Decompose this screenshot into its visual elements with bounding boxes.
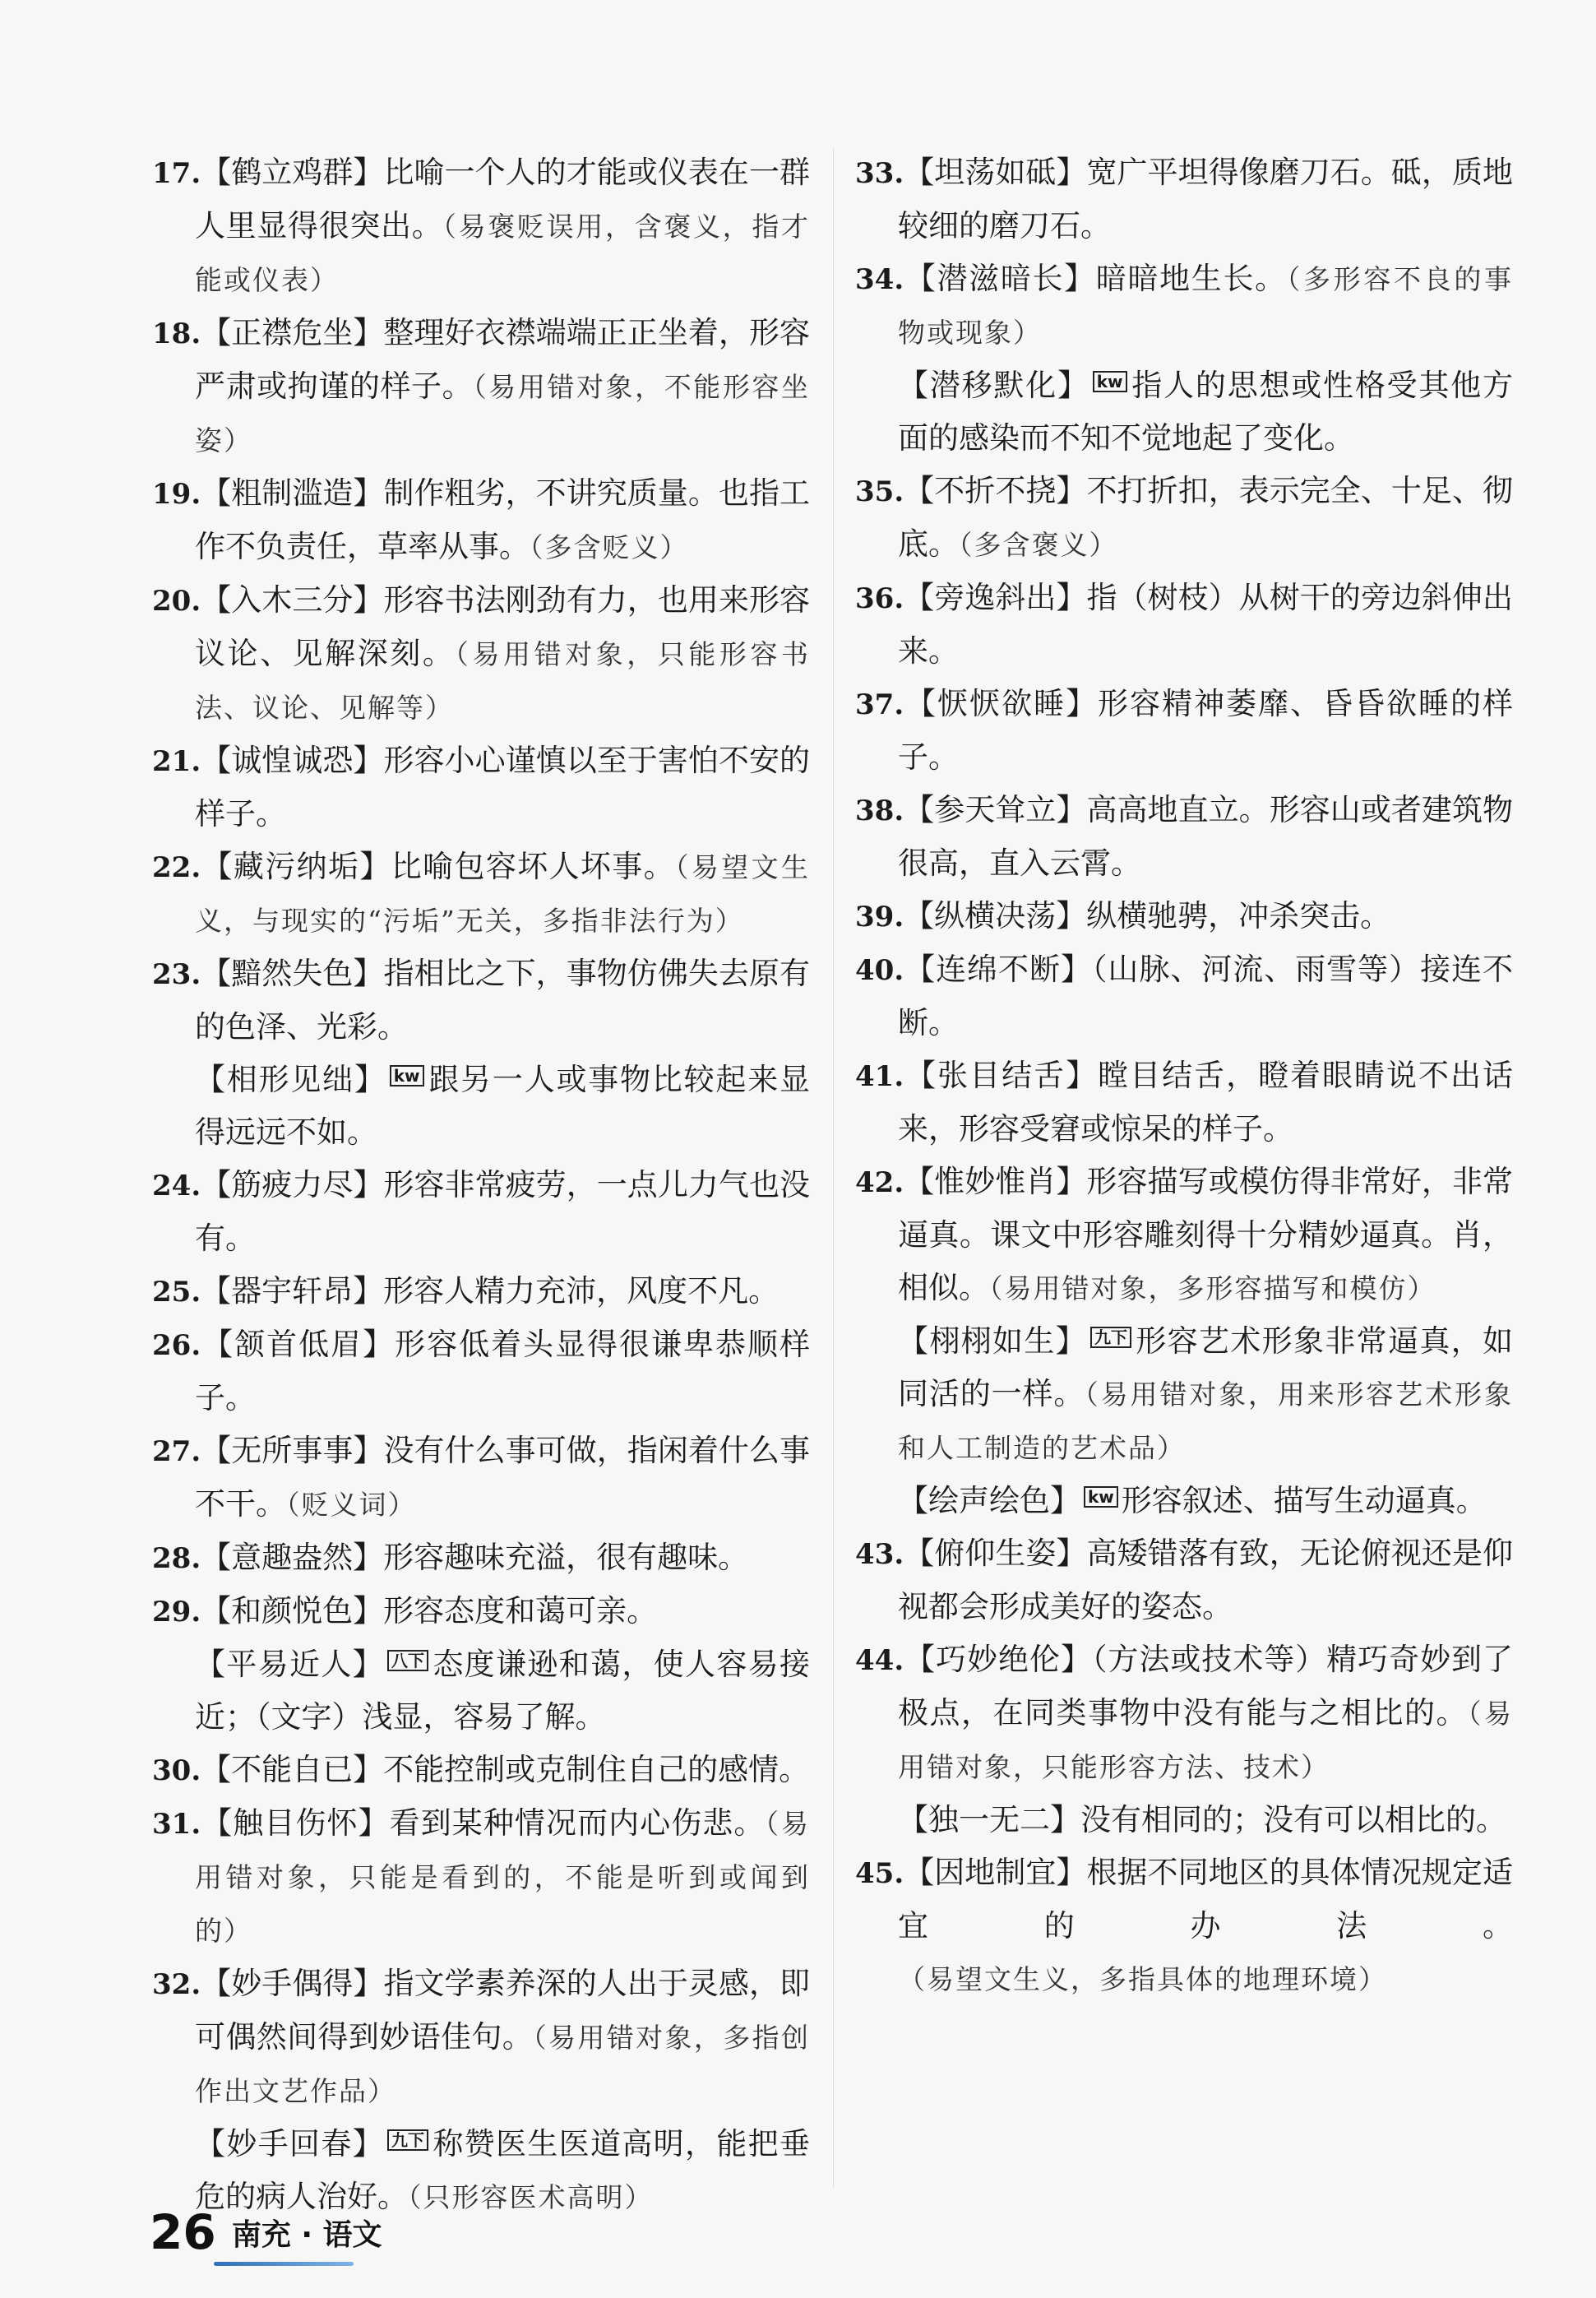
idiom-term: 【鹤立鸡群】 xyxy=(201,155,384,190)
idiom-entry xyxy=(152,467,811,574)
entry-number: 21. xyxy=(152,745,201,778)
entry-number: 35. xyxy=(855,475,904,508)
entry-number: 25. xyxy=(152,1276,201,1309)
idiom-definition: 宽广平坦得像磨刀石。砥，质地较细的磨刀石。 xyxy=(898,155,1514,243)
entry-number: 37. xyxy=(855,688,904,721)
usage-note: （易用错对象，不能形容坐姿） xyxy=(195,371,811,456)
idiom-entry xyxy=(855,890,1513,943)
idiom-term: 【诚惶诚恐】 xyxy=(201,743,384,778)
idiom-entry xyxy=(855,1633,1514,1794)
entry-number: 45. xyxy=(855,1857,904,1890)
idiom-definition: 没有相同的；没有可以相比的。 xyxy=(1080,1802,1506,1837)
usage-note: （贬义词） xyxy=(286,1489,417,1521)
idiom-term: 【连绵不断】 xyxy=(904,952,1092,987)
idiom-term: 【独一无二】 xyxy=(898,1802,1080,1837)
idiom-term: 【妙手回春】 xyxy=(195,2126,384,2161)
idiom-term: 【不能自已】 xyxy=(201,1752,384,1787)
right-column xyxy=(855,146,1513,2006)
idiom-definition: 比喻一个人的才能或仪表在一群人里显得很突出。 xyxy=(195,155,811,243)
idiom-definition: 比喻包容坏人坏事。 xyxy=(391,849,676,884)
entry-number: 32. xyxy=(152,1968,201,2001)
entry-number: 43. xyxy=(855,1538,904,1571)
idiom-entry xyxy=(855,943,1514,1049)
idiom-definition: 没有什么事可做，指闲着什么事不干。 xyxy=(195,1433,811,1522)
footer-accent-bar xyxy=(214,2262,354,2266)
idiom-entry xyxy=(152,574,811,734)
idiom-definition: 不打折扣，表示完全、十足、彻底。 xyxy=(898,473,1514,562)
usage-note: （易褒贬误用，含褒义，指才能或仪表） xyxy=(195,211,811,296)
idiom-term: 【纵横决荡】 xyxy=(904,898,1087,934)
idiom-entry xyxy=(855,1156,1514,1315)
idiom-term: 【颔首低眉】 xyxy=(201,1327,396,1362)
entry-number: 17. xyxy=(152,157,201,190)
idiom-entry xyxy=(855,465,1514,572)
idiom-entry xyxy=(855,253,1514,359)
entry-number: 39. xyxy=(855,901,904,934)
idiom-definition: 形容艺术形象非常逼真，如同活的一样。 xyxy=(898,1323,1513,1411)
idiom-entry xyxy=(152,1531,810,1585)
usage-note: （易望文生义，与现实的“污垢”无关，多指非法行为） xyxy=(195,851,811,937)
idiom-definition: 制作粗劣，不讲究质量。也指工作不负责任，草率从事。 xyxy=(195,475,811,564)
entry-number: 18. xyxy=(152,317,201,350)
idiom-definition: 整理好衣襟端端正正坐着，形容严肃或拘谨的样子。 xyxy=(195,315,811,404)
idiom-definition: （山脉、河流、雨雪等）接连不断。 xyxy=(898,952,1514,1040)
usage-note: （多含贬义） xyxy=(530,531,689,563)
idiom-entry xyxy=(152,146,811,307)
textbook-tag: 九下 xyxy=(387,2129,428,2151)
idiom-term: 【妙手偶得】 xyxy=(201,1966,384,2001)
idiom-term: 【潜滋暗长】 xyxy=(904,261,1096,296)
idiom-term: 【粗制滥造】 xyxy=(201,475,384,511)
usage-note: （多含褒义） xyxy=(959,529,1118,561)
idiom-definition: 称赞医生医道高明，能把垂危的病人治好。 xyxy=(195,2126,810,2214)
idiom-entry xyxy=(855,359,1513,465)
idiom-definition: 暗暗地生长。 xyxy=(1095,261,1287,296)
entry-number: 27. xyxy=(152,1435,201,1468)
idiom-term: 【不折不挠】 xyxy=(904,473,1087,508)
idiom-term: 【相形见绌】 xyxy=(195,1062,386,1097)
idiom-definition: 形容趣味充溢，很有趣味。 xyxy=(383,1540,749,1575)
usage-note: （只形容医术高明） xyxy=(408,2181,654,2213)
idiom-entry xyxy=(152,1638,810,1744)
entry-number: 44. xyxy=(855,1644,904,1677)
entry-number: 24. xyxy=(152,1170,201,1202)
textbook-tag: 九下 xyxy=(1090,1327,1131,1348)
idiom-term: 【入木三分】 xyxy=(201,582,384,618)
idiom-term: 【意趣盎然】 xyxy=(201,1540,384,1575)
entry-number: 40. xyxy=(855,954,904,987)
idiom-definition: 形容人精力充沛，风度不凡。 xyxy=(383,1273,779,1309)
idiom-entry xyxy=(855,1315,1513,1475)
idiom-definition: 指文学素养深的人出于灵感，即可偶然间得到妙语佳句。 xyxy=(195,1966,811,2055)
idiom-entry xyxy=(152,1585,810,1638)
idiom-term: 【筋疲力尽】 xyxy=(201,1167,384,1202)
entry-number: 22. xyxy=(152,851,201,884)
idiom-term: 【器宇轩昂】 xyxy=(201,1273,384,1309)
idiom-term: 【绘声绘色】 xyxy=(898,1483,1080,1518)
idiom-entry xyxy=(855,1475,1513,1527)
idiom-definition: 态度谦逊和蔼，使人容易接近；（文字）浅显，容易了解。 xyxy=(195,1647,810,1735)
textbook-tag: 八下 xyxy=(387,1650,428,1671)
idiom-definition: 看到某种情况而内心伤悲。 xyxy=(389,1805,766,1841)
usage-note: （易用错对象，多形容描写和模仿） xyxy=(989,1272,1436,1304)
entry-number: 23. xyxy=(152,958,201,991)
idiom-term: 【藏污纳垢】 xyxy=(201,849,391,884)
idiom-definition: 形容精神萎靡、昏昏欲睡的样子。 xyxy=(898,686,1514,775)
entry-number: 20. xyxy=(152,585,201,618)
idiom-term: 【潜移默化】 xyxy=(898,368,1089,403)
idiom-term: 【正襟危坐】 xyxy=(201,315,384,350)
usage-note: （易用错对象，只能形容方法、技术） xyxy=(898,1698,1513,1783)
entry-number: 41. xyxy=(855,1060,904,1093)
idiom-entry xyxy=(855,146,1514,253)
idiom-entry xyxy=(152,1797,811,1957)
idiom-term: 【无所事事】 xyxy=(201,1433,384,1468)
idiom-definition: 不能控制或克制住自己的感情。 xyxy=(383,1752,810,1787)
idiom-definition: 根据不同地区的具体情况规定适宜的办法。 xyxy=(898,1855,1514,1944)
idiom-definition: 指（树枝）从树干的旁边斜伸出来。 xyxy=(898,580,1514,669)
idiom-definition: 形容低着头显得很谦卑恭顺样子。 xyxy=(195,1327,811,1415)
idiom-entry xyxy=(152,1425,811,1531)
idiom-entry xyxy=(152,307,811,467)
entry-number: 30. xyxy=(152,1754,201,1787)
idiom-entry xyxy=(855,1794,1513,1846)
entry-number: 28. xyxy=(152,1542,201,1575)
idiom-term: 【坦荡如砥】 xyxy=(904,155,1087,190)
idiom-definition: 形容态度和蔼可亲。 xyxy=(383,1593,658,1629)
idiom-term: 【旁逸斜出】 xyxy=(904,580,1087,615)
idiom-definition: 跟另一人或事物比较起来显得远远不如。 xyxy=(195,1062,811,1150)
idiom-entry xyxy=(152,1159,811,1265)
idiom-definition: 形容叙述、描写生动逼真。 xyxy=(1121,1483,1487,1518)
entry-number: 36. xyxy=(855,582,904,615)
textbook-tag: kw xyxy=(1084,1486,1118,1508)
textbook-tag: kw xyxy=(1093,371,1127,392)
idiom-entry xyxy=(855,1049,1514,1156)
idiom-definition: 形容描写或模仿得非常好，非常逼真。课文中形容雕刻得十分精妙逼真。肖，相似。 xyxy=(898,1164,1514,1305)
idiom-term: 【恹恹欲睡】 xyxy=(904,686,1099,721)
idiom-term: 【巧妙绝伦】 xyxy=(904,1642,1092,1677)
entry-number: 38. xyxy=(855,795,904,827)
usage-note: （易望文生义，多指具体的地理环境） xyxy=(898,1963,1387,1995)
entry-number: 31. xyxy=(152,1808,201,1841)
idiom-entry xyxy=(855,1846,1514,2006)
idiom-entry xyxy=(152,947,811,1054)
idiom-definition: 瞠目结舌，瞪着眼睛说不出话来，形容受窘或惊呆的样子。 xyxy=(898,1058,1514,1147)
idiom-definition: （方法或技术等）精巧奇妙到了极点，在同类事物中没有能与之相比的。 xyxy=(898,1642,1514,1730)
idiom-term: 【俯仰生姿】 xyxy=(904,1536,1087,1571)
usage-note: （多形容不良的事物或现象） xyxy=(898,263,1514,349)
idiom-entry xyxy=(152,734,811,841)
idiom-definition: 形容书法刚劲有力，也用来形容议论、见解深刻。 xyxy=(195,582,811,671)
idiom-entry xyxy=(152,1744,810,1797)
idiom-term: 【参天耸立】 xyxy=(904,792,1087,827)
idiom-term: 【惟妙惟肖】 xyxy=(904,1164,1087,1199)
usage-note: （易用错对象，只能是看到的，不能是听到或闻到的） xyxy=(195,1808,811,1947)
idiom-term: 【触目伤怀】 xyxy=(201,1805,390,1841)
idiom-entry xyxy=(855,1527,1514,1633)
idiom-entry xyxy=(855,572,1514,678)
idiom-definition: 高高地直立。形容山或者建筑物很高，直入云霄。 xyxy=(898,792,1514,881)
footer-title: 南充 · 语文 xyxy=(231,2217,382,2252)
idiom-definition: 形容非常疲劳，一点儿力气也没有。 xyxy=(195,1167,811,1256)
page-number: 26 xyxy=(150,2204,216,2260)
entry-number: 33. xyxy=(855,157,904,190)
idiom-definition: 高矮错落有致，无论俯视还是仰视都会形成美好的姿态。 xyxy=(898,1536,1514,1624)
textbook-tag: kw xyxy=(390,1065,424,1086)
idiom-entry xyxy=(152,1054,810,1159)
entry-number: 26. xyxy=(152,1329,201,1362)
usage-note: （易用错对象，多指创作出文艺作品） xyxy=(195,2022,810,2107)
idiom-definition: 纵横驰骋，冲杀突击。 xyxy=(1086,898,1391,934)
idiom-entry xyxy=(152,1318,811,1425)
page-footer xyxy=(150,2204,382,2270)
idiom-term: 【黯然失色】 xyxy=(201,956,384,991)
idiom-term: 【平易近人】 xyxy=(195,1647,384,1682)
idiom-entry xyxy=(152,841,811,947)
idiom-term: 【栩栩如生】 xyxy=(898,1323,1087,1359)
idiom-entry xyxy=(152,1957,811,2118)
usage-note: （易用错对象，只能形容书法、议论、见解等） xyxy=(195,638,811,724)
idiom-definition: 指人的思想或性格受其他方面的感染而不知不觉地起了变化。 xyxy=(898,368,1514,456)
entry-number: 42. xyxy=(855,1166,904,1199)
left-column xyxy=(152,146,810,2224)
idiom-entry xyxy=(855,784,1514,890)
entry-number: 29. xyxy=(152,1596,201,1629)
idiom-entry xyxy=(152,1265,810,1318)
idiom-term: 【和颜悦色】 xyxy=(201,1593,384,1629)
idiom-entry xyxy=(855,678,1514,784)
idiom-definition: 形容小心谨慎以至于害怕不安的样子。 xyxy=(195,743,811,832)
column-divider xyxy=(833,148,834,2188)
idiom-term: 【张目结舌】 xyxy=(904,1058,1099,1093)
usage-note: （易用错对象，用来形容艺术形象和人工制造的艺术品） xyxy=(898,1378,1513,1464)
entry-number: 34. xyxy=(855,263,904,296)
idiom-definition: 指相比之下，事物仿佛失去原有的色泽、光彩。 xyxy=(195,956,811,1045)
idiom-term: 【因地制宜】 xyxy=(904,1855,1087,1890)
entry-number: 19. xyxy=(152,478,201,511)
